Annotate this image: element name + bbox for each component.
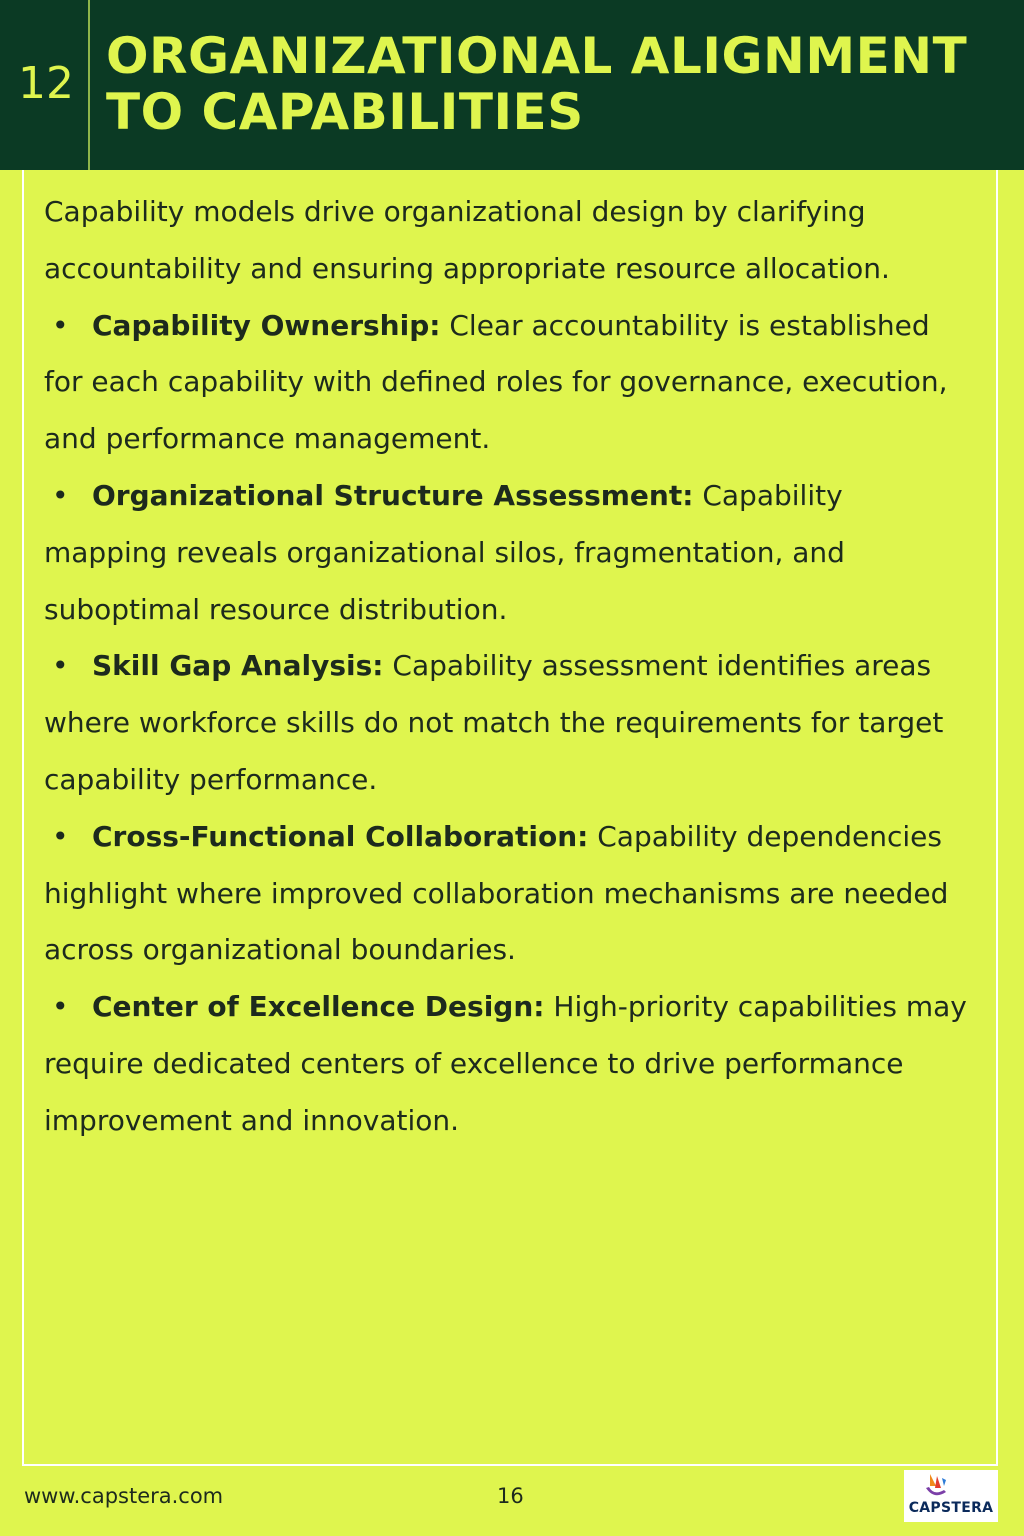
capstera-logo <box>904 1470 998 1522</box>
bullet-list <box>44 298 974 1150</box>
header-divider <box>88 0 90 170</box>
bullet-item-cross-functional <box>44 809 974 979</box>
section-number: 12 <box>18 58 74 109</box>
page-header <box>0 0 1024 170</box>
intro-paragraph: Capability models drive organizational design by clarifying accountability and ensuring appropriate resource allocation. <box>44 195 890 285</box>
bullet-dot: • <box>52 819 69 853</box>
footer-website-link[interactable]: www.capstera.com <box>24 1484 224 1508</box>
bullet-text: Capability mapping reveals organizational silos, fragmentation, and suboptimal resource distribution. <box>44 478 845 626</box>
bullet-text: Clear accountability is established for each capability with defined roles for governance, execution, and performance management. <box>44 308 948 456</box>
bullet-heading: Cross-Functional Collaboration: <box>92 819 589 853</box>
bullet-dot: • <box>52 990 69 1024</box>
bullet-dot: • <box>52 308 69 342</box>
bullet-heading: Center of Excellence Design: <box>92 990 545 1024</box>
bullet-item-capability-ownership <box>44 298 974 468</box>
bullet-heading: Capability Ownership: <box>92 308 441 342</box>
bullet-dot: • <box>52 649 69 683</box>
bullet-text: High-priority capabilities may require dedicated centers of excellence to drive performance improvement and innovation. <box>44 990 967 1137</box>
bullet-text: Capability assessment identifies areas where workforce skills do not match the requirements for target capability performance. <box>44 649 944 796</box>
content-body <box>44 184 974 1150</box>
bullet-item-center-of-excellence <box>44 979 974 1149</box>
bullet-text: Capability dependencies highlight where improved collaboration mechanisms are needed across organizational boundaries. <box>44 819 949 967</box>
capstera-logo-text: CAPSTERA <box>908 1500 994 1516</box>
capstera-logo-mark-icon <box>904 1470 998 1502</box>
bullet-heading: Skill Gap Analysis: <box>92 649 384 683</box>
bullet-heading: Organizational Structure Assessment: <box>92 478 694 512</box>
bullet-item-organizational-structure <box>44 468 974 638</box>
bullet-dot: • <box>52 478 69 512</box>
page-title: ORGANIZATIONAL ALIGNMENT TO CAPABILITIES <box>106 27 968 141</box>
bullet-item-skill-gap <box>44 638 974 808</box>
page-number: 16 <box>497 1484 524 1508</box>
